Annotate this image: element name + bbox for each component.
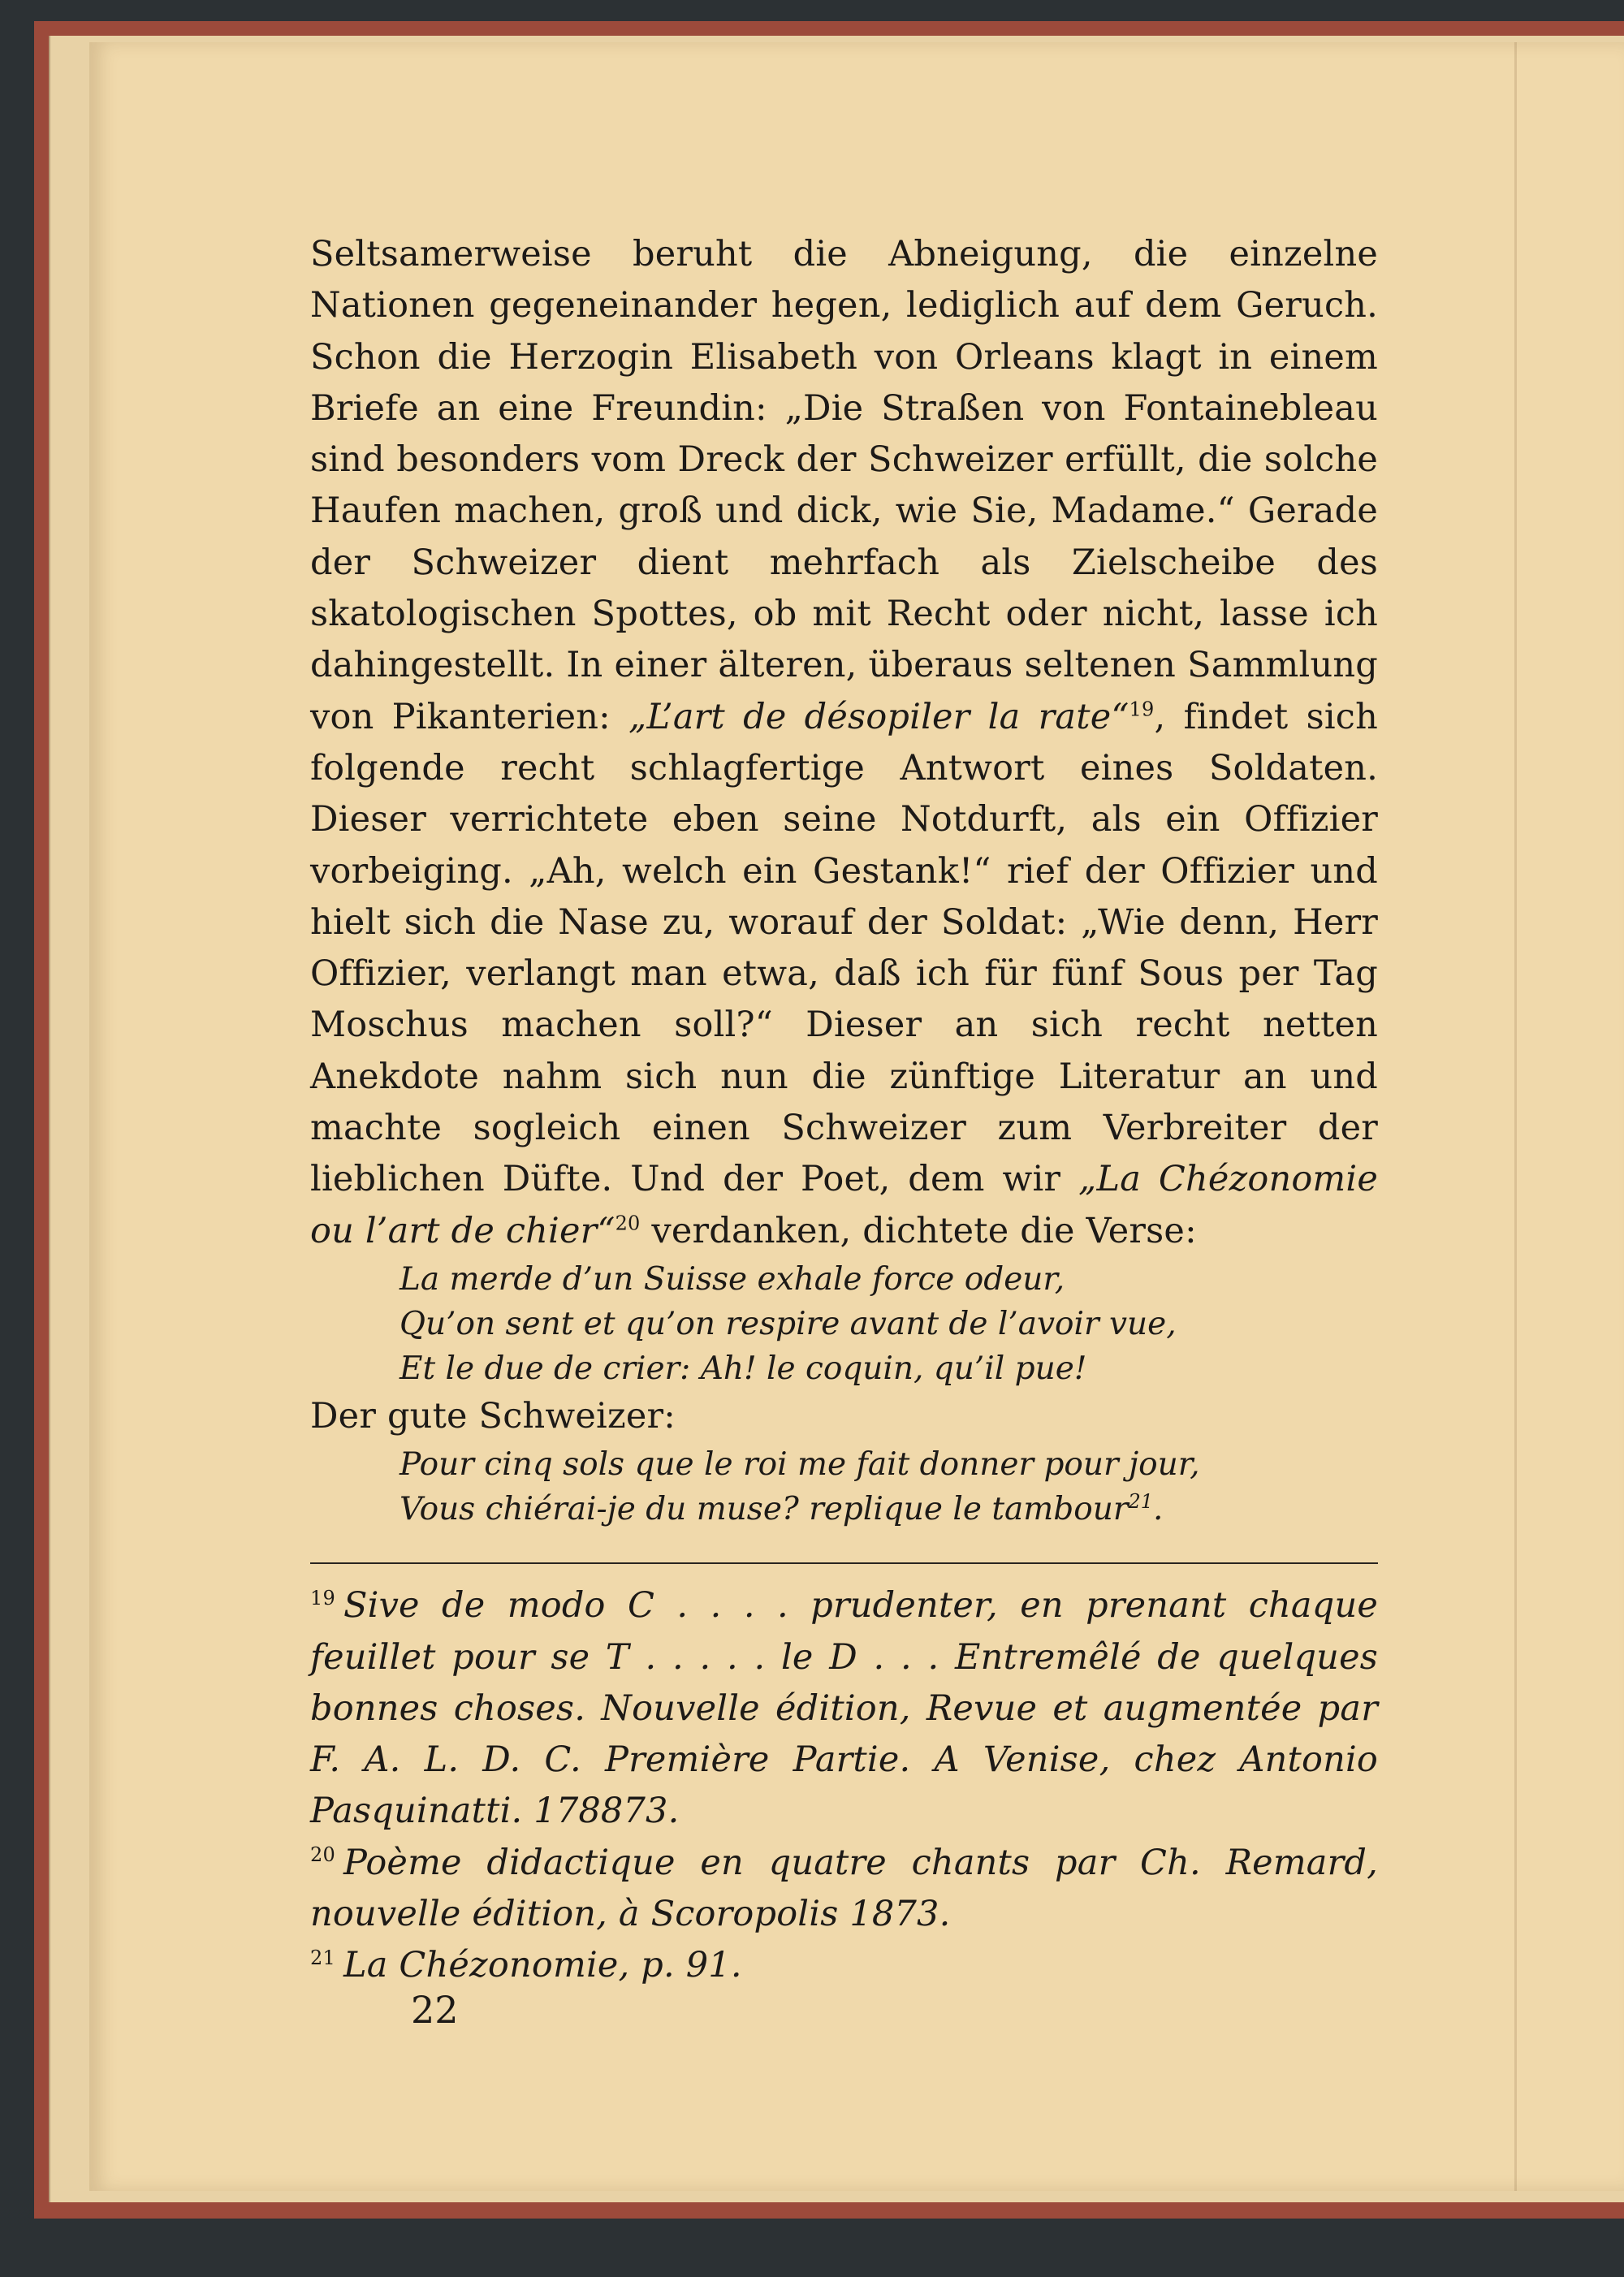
footnote-text: Poème didactique en quatre chants par Ch. Remard, nouvelle édition, à Scoropolis 1873. bbox=[310, 1842, 1378, 1935]
footnote-number: 21 bbox=[310, 1946, 335, 1969]
footnote-text: La Chézonomie, p. 91. bbox=[343, 1945, 742, 1986]
page-text-block bbox=[310, 229, 1378, 1992]
verse-stanza bbox=[310, 1257, 1378, 1391]
verse-line: La merde d’un Suisse exhale force odeur, bbox=[400, 1260, 1065, 1298]
body-run-italic: „La Chézonomie ou l’art de chier“ bbox=[310, 1159, 1379, 1251]
footnote-number: 19 bbox=[310, 1586, 335, 1609]
verse-line: Et le due de crier: Ah! le coquin, qu’il pue! bbox=[400, 1350, 1087, 1387]
footnote bbox=[310, 1838, 1378, 1941]
body-paragraph bbox=[310, 229, 1378, 1257]
verse-intro: Der gute Schweizer: bbox=[310, 1395, 676, 1437]
footnote-ref: 21 bbox=[1128, 1490, 1154, 1514]
footnote-ref: 19 bbox=[1129, 698, 1155, 721]
footnote-text: Sive de modo C . . . . prudenter, en prenant chaque feuillet pour se T . . . . . le D . . . Entremêlé de quelques bonnes choses. Nouvelle édition, Revue et augmentée par F. A. L. D. C. Première Partie. A Venise, chez Antonio Pasquinatti. 178873. bbox=[310, 1585, 1378, 1832]
footnote-divider bbox=[310, 1562, 1378, 1564]
body-run: Seltsamerweise beruht die Abneigung, die einzelne Nationen gegeneinander hegen, lediglich auf dem Geruch. Schon die Herzogin Elisabeth von Orleans klagt in einem Briefe an eine Freundin: „Die Straßen von Fontainebleau sind besonders vom Dreck der Schweizer erfüllt, die solche Haufen machen, groß und dick, wie Sie, Madame.“ Gerade der Schweizer dient mehrfach als Zielscheibe des skatologischen Spottes, ob mit Recht oder nicht, lasse ich dahingestellt. In einer älteren, überaus seltenen Sammlung von Pikanterien: bbox=[310, 234, 1378, 737]
footnote-ref: 20 bbox=[615, 1212, 641, 1235]
footnote-number: 20 bbox=[310, 1843, 335, 1867]
verse-line-text: Vous chiérai-je du muse? replique le tambour bbox=[400, 1491, 1129, 1528]
body-run: , findet sich folgende recht schlagfertige Antwort eines Soldaten. Dieser verrichtete eben seine Notdurft, als ein Offizier vorbeiging. „Ah, welch ein Gestank!“ rief der Offizier und hielt sich die Nase zu, worauf der Soldat: „Wie denn, Herr Offizier, verlangt man etwa, daß ich für fünf Sous per Tag Moschus machen soll?“ Dieser an sich recht netten Anekdote nahm sich nun die zünftige Literatur an und machte sogleich einen Schweizer zum Verbreiter der lieblichen Düfte. Und der Poet, dem wir bbox=[310, 696, 1378, 1200]
footnote bbox=[310, 1940, 1378, 1991]
verse-line: Pour cinq sols que le roi me fait donner pour jour, bbox=[400, 1446, 1200, 1484]
verse-line bbox=[400, 1487, 1378, 1532]
verse-line: Qu’on sent et qu’on respire avant de l’avoir vue, bbox=[400, 1305, 1177, 1342]
body-run: verdanken, dichtete die Verse: bbox=[640, 1210, 1197, 1251]
body-run-italic: „L’art de désopiler la rate“ bbox=[628, 696, 1129, 737]
verse-line-end: . bbox=[1153, 1491, 1164, 1528]
footnote bbox=[310, 1580, 1378, 1837]
page-number: 22 bbox=[411, 1988, 459, 2032]
verse-stanza bbox=[310, 1442, 1378, 1532]
